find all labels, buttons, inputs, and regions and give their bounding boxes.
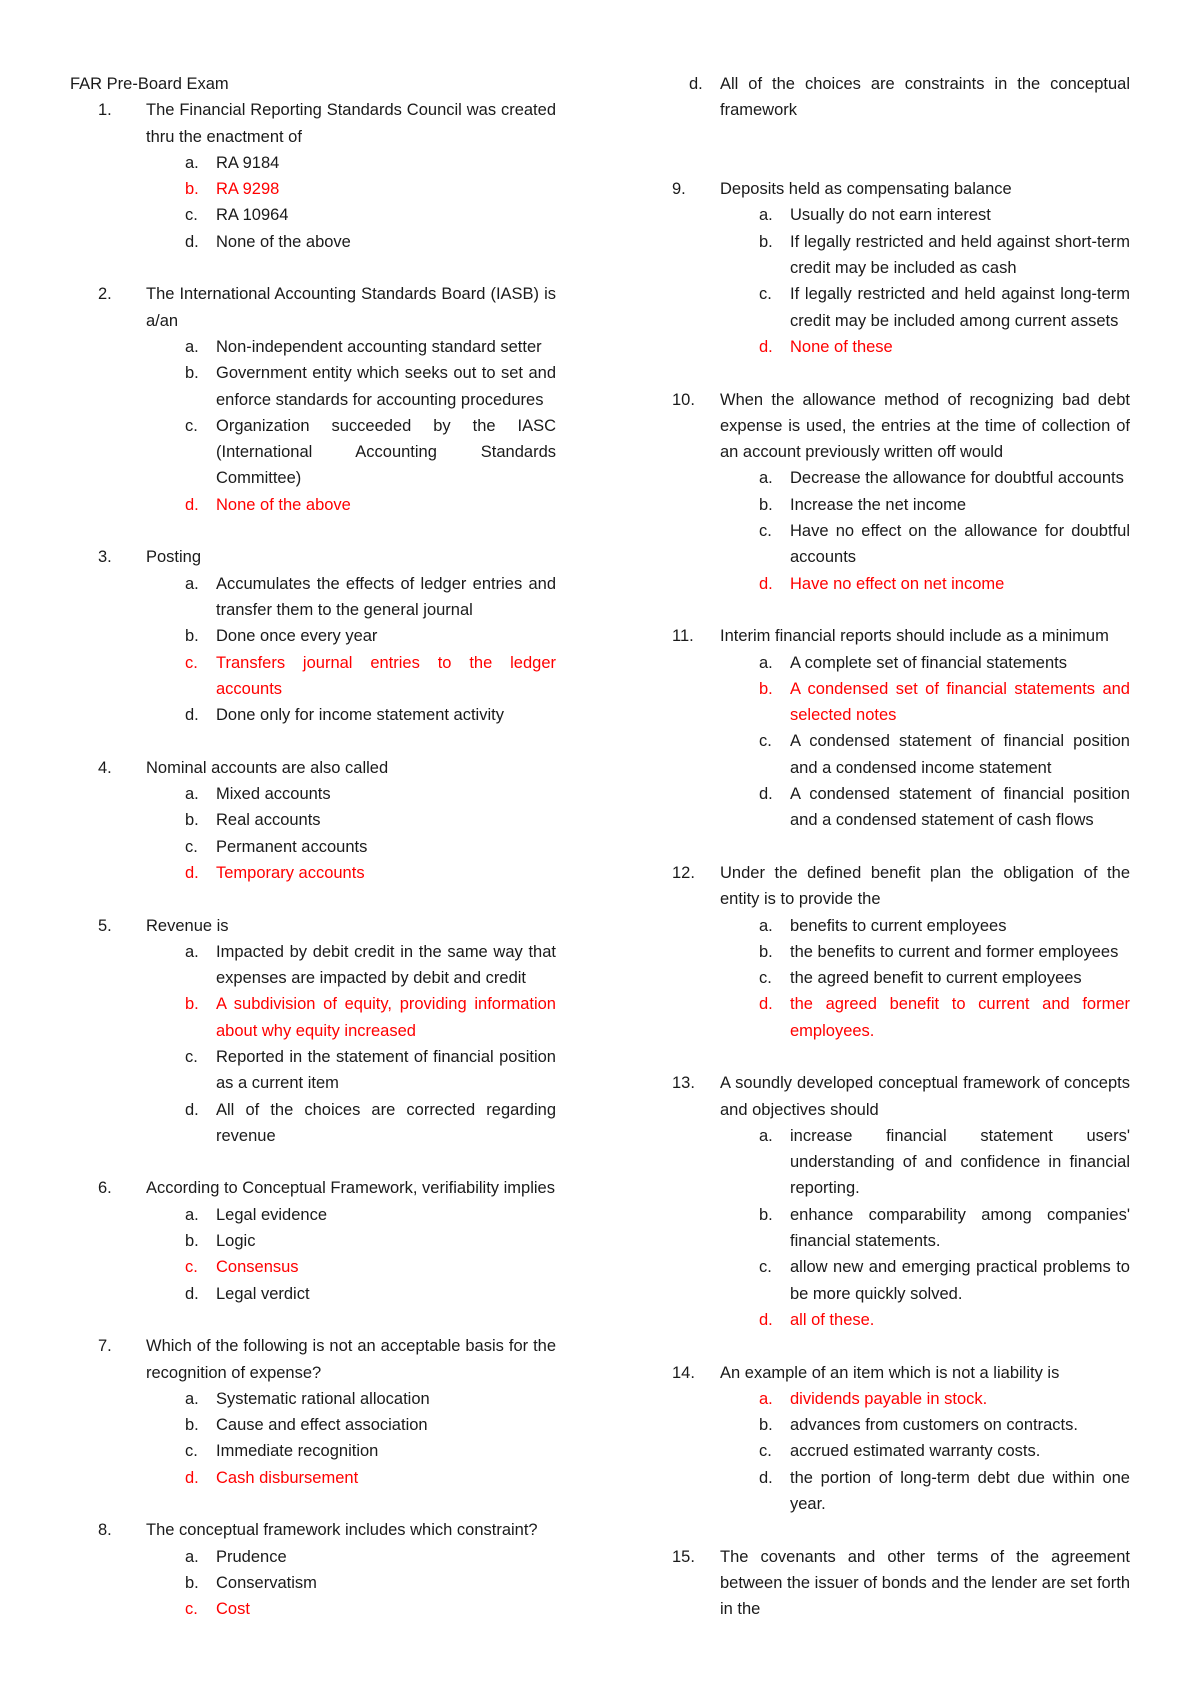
answer-option [70,1544,556,1570]
answer-option [70,1202,556,1228]
question [644,387,1130,597]
option-text: Government entity which seeks out to set and enforce standards for accounting procedures [216,364,556,409]
question-stem: The Financial Reporting Standards Council was created thru the enactment of [146,101,556,146]
option-text: RA 9298 [216,180,280,199]
answer-option-correct [644,571,1130,597]
option-letter: b. [185,1416,199,1435]
answer-option [70,571,556,624]
option-letter: c. [185,837,198,856]
option-letter: a. [759,1389,773,1408]
question-stem: Under the defined benefit plan the obligation of the entity is to provide the [720,863,1130,909]
option-text: Real accounts [216,811,321,830]
option-letter: d. [759,1310,773,1329]
option-text: allow new and emerging practical problems to be more quickly solved. [790,1258,1130,1303]
answer-option [644,728,1130,781]
option-letter: c. [759,969,772,988]
option-letter: c. [185,1258,198,1277]
question-number: 15. [672,1547,695,1566]
answer-option [644,202,1130,228]
option-text: Non-independent accounting standard setter [216,337,542,356]
question-stem: The conceptual framework includes which constraint? [146,1521,538,1540]
question-stem: Nominal accounts are also called [146,758,389,777]
answer-option-correct [644,676,1130,729]
option-letter: a. [759,469,773,488]
option-letter: a. [185,574,199,593]
option-letter: b. [185,1232,199,1251]
option-letter: c. [759,732,772,751]
question-stem: When the allowance method of recognizing bad debt expense is used, the entries at the time of collection of an account previously written off would [720,390,1130,462]
option-text: If legally restricted and held against long-term credit may be included among current assets [790,285,1130,330]
option-letter: d. [759,574,773,593]
option-text: Done once every year [216,627,378,646]
answer-option [70,781,556,807]
answer-option [644,965,1130,991]
question [644,860,1130,1044]
option-text: A condensed set of financial statements and selected notes [790,679,1130,725]
answer-option [644,781,1130,834]
answer-option [70,1570,556,1596]
option-text: Consensus [216,1258,299,1277]
option-letter: d. [185,863,199,882]
question-number: 8. [98,1521,112,1540]
answer-option [70,1228,556,1254]
option-letter: b. [759,232,773,251]
answer-option [644,650,1130,676]
option-letter: b. [759,1205,773,1224]
answer-option [70,1412,556,1438]
answer-option-correct [70,650,556,703]
option-letter: b. [759,679,773,698]
answer-option [70,834,556,860]
option-text: Permanent accounts [216,837,368,856]
option-text: advances from customers on contracts. [790,1416,1078,1435]
answer-option [644,492,1130,518]
option-text: Legal evidence [216,1205,328,1224]
answer-option [70,413,556,492]
answer-option [644,1465,1130,1518]
option-text: Transfers journal entries to the ledger accounts [216,653,556,698]
option-letter: a. [185,1205,199,1224]
option-text: RA 9184 [216,153,280,172]
option-letter: d. [759,785,773,804]
question [70,1175,556,1306]
answer-option [70,360,556,413]
option-letter: a. [759,1126,773,1145]
option-letter: c. [185,416,198,435]
option-text: Prudence [216,1547,287,1566]
option-text: the agreed benefit to current employees [790,969,1082,988]
option-text: Systematic rational allocation [216,1389,430,1408]
answer-option-correct [70,492,556,518]
question-stem: The International Accounting Standards Board (IASB) is a/an [146,285,556,330]
answer-option [644,939,1130,965]
option-text: Temporary accounts [216,863,365,882]
answer-option [644,1123,1130,1202]
option-letter: c. [185,1047,198,1066]
question-number: 5. [98,916,112,935]
option-letter: a. [759,916,773,935]
option-text: dividends payable in stock. [790,1389,988,1408]
option-text: Legal verdict [216,1284,310,1303]
option-letter: a. [185,153,199,172]
answer-option [644,229,1130,282]
answer-option [70,1438,556,1464]
option-letter: d. [689,75,703,93]
question [70,97,556,255]
answer-option-correct [70,176,556,202]
question-number: 12. [672,863,695,882]
answer-option [70,1044,556,1097]
question-stem: An example of an item which is not a liability is [720,1363,1060,1382]
option-text: All of the choices are corrected regarding revenue [216,1100,556,1145]
question-stem: Revenue is [146,916,229,935]
answer-option-correct [70,1465,556,1491]
answer-option [70,1097,556,1150]
option-text: Reported in the statement of financial position as a current item [216,1047,556,1093]
question [644,1544,1130,1623]
question-number: 10. [672,390,695,409]
option-letter: a. [185,1389,199,1408]
option-text: accrued estimated warranty costs. [790,1442,1041,1461]
option-letter: a. [185,785,199,804]
option-letter: d. [759,995,773,1014]
left-question-list [70,97,556,1622]
option-text: Conservatism [216,1573,317,1592]
question-stem: A soundly developed conceptual framework of concepts and objectives should [720,1074,1130,1119]
option-text: None of the above [216,232,351,251]
question [70,1333,556,1491]
option-letter: a. [185,1547,199,1566]
answer-option [644,518,1130,571]
option-text: Done only for income statement activity [216,706,504,725]
answer-option [644,465,1130,491]
question [70,281,556,518]
answer-option [644,1202,1130,1255]
option-text: Decrease the allowance for doubtful accounts [790,469,1124,488]
question-stem: Which of the following is not an acceptable basis for the recognition of expense? [146,1337,556,1382]
option-text: A condensed statement of financial position and a condensed statement of cash flows [790,785,1130,830]
option-letter: c. [759,285,772,304]
option-text: A condensed statement of financial position and a condensed income statement [790,732,1130,777]
option-letter: c. [185,206,198,225]
answer-option [70,150,556,176]
question [70,913,556,1150]
question-number: 7. [98,1337,112,1356]
option-letter: c. [185,653,198,672]
question-stem: According to Conceptual Framework, verifiability implies [146,1179,555,1198]
question-number: 6. [98,1179,112,1198]
continued-option [644,71,1130,124]
option-text: Mixed accounts [216,785,331,804]
answer-option [70,1281,556,1307]
answer-option [70,807,556,833]
option-text: benefits to current employees [790,916,1007,935]
answer-option-correct [70,1596,556,1622]
option-text: A complete set of financial statements [790,653,1067,672]
question-stem: Interim financial reports should include as a minimum [720,627,1109,646]
question [70,1517,556,1622]
option-letter: c. [759,522,772,541]
option-text: Cost [216,1600,250,1619]
option-letter: d. [185,706,199,725]
option-letter: c. [185,1442,198,1461]
answer-option [70,623,556,649]
question-stem: Posting [146,548,202,567]
question [644,1070,1130,1333]
option-letter: b. [759,942,773,961]
answer-option-correct [644,991,1130,1044]
question-number: 13. [672,1074,695,1093]
left-column [70,71,556,1649]
option-letter: b. [185,995,199,1014]
answer-option [644,913,1130,939]
answer-option [70,702,556,728]
answer-option [70,939,556,992]
option-text: None of the above [216,495,351,514]
question-stem: The covenants and other terms of the agreement between the issuer of bonds and the lender are set forth in the [720,1547,1130,1619]
question-number: 3. [98,548,112,567]
option-text: the portion of long-term debt due within one year. [790,1468,1130,1514]
option-letter: d. [185,495,199,514]
question [70,544,556,728]
option-letter: a. [759,206,773,225]
option-text: Logic [216,1232,256,1251]
option-letter: a. [759,653,773,672]
option-letter: d. [185,1284,199,1303]
answer-option-correct [70,860,556,886]
answer-option [644,1438,1130,1464]
page-title: FAR Pre-Board Exam [70,75,229,93]
option-text: increase financial statement users' understanding of and confidence in financial reporting. [790,1126,1130,1198]
option-letter: c. [185,1600,198,1619]
answer-option [70,1386,556,1412]
option-letter: b. [759,495,773,514]
option-letter: b. [185,1573,199,1592]
answer-option [70,229,556,255]
answer-option [644,1254,1130,1307]
question-number: 2. [98,285,112,304]
option-letter: d. [759,337,773,356]
option-text: the benefits to current and former employees [790,942,1119,961]
option-letter: b. [185,364,199,383]
option-text: Immediate recognition [216,1442,379,1461]
option-text: None of these [790,337,893,356]
answer-option-correct [644,1307,1130,1333]
answer-option [644,281,1130,334]
option-text: Usually do not earn interest [790,206,991,225]
option-letter: d. [185,232,199,251]
answer-option-correct [644,334,1130,360]
question [70,755,556,886]
option-letter: d. [185,1100,199,1119]
option-text: Accumulates the effects of ledger entries and transfer them to the general journal [216,574,556,619]
question-number: 1. [98,101,112,120]
option-letter: c. [759,1258,772,1277]
option-text: All of the choices are constraints in the conceptual framework [720,75,1130,120]
option-letter: a. [185,942,199,961]
option-letter: b. [185,627,199,646]
option-text: Cause and effect association [216,1416,428,1435]
answer-option [644,1412,1130,1438]
option-letter: b. [185,811,199,830]
question [644,623,1130,833]
option-text: A subdivision of equity, providing information about why equity increased [216,995,556,1040]
right-column [644,71,1130,1649]
answer-option [70,202,556,228]
option-letter: a. [185,337,199,356]
option-letter: d. [185,1468,199,1487]
option-text: Organization succeeded by the IASC (International Accounting Standards Committee) [216,416,556,488]
option-text: enhance comparability among companies' financial statements. [790,1205,1130,1251]
option-text: Have no effect on the allowance for doubtful accounts [790,522,1130,567]
option-letter: c. [759,1442,772,1461]
answer-option-correct [70,1254,556,1280]
answer-option-correct [70,991,556,1044]
question-stem: Deposits held as compensating balance [720,180,1012,199]
option-letter: b. [185,180,199,199]
option-text: Increase the net income [790,495,967,514]
option-letter: b. [759,1416,773,1435]
question-number: 11. [672,627,694,646]
question-number: 9. [672,180,686,199]
option-text: all of these. [790,1310,875,1329]
option-text: If legally restricted and held against short-term credit may be included as cash [790,232,1130,278]
option-text: Have no effect on net income [790,574,1005,593]
answer-option-correct [644,1386,1130,1412]
question [644,1360,1130,1518]
option-text: Cash disbursement [216,1468,359,1487]
answer-option [70,334,556,360]
right-question-list [644,176,1130,1622]
option-text: the agreed benefit to current and former employees. [790,995,1130,1040]
option-letter: d. [759,1468,773,1487]
question [644,176,1130,360]
option-text: Impacted by debit credit in the same way that expenses are impacted by debit and credit [216,942,556,988]
option-text: RA 10964 [216,206,289,225]
question-number: 4. [98,758,112,777]
question-number: 14. [672,1363,695,1382]
